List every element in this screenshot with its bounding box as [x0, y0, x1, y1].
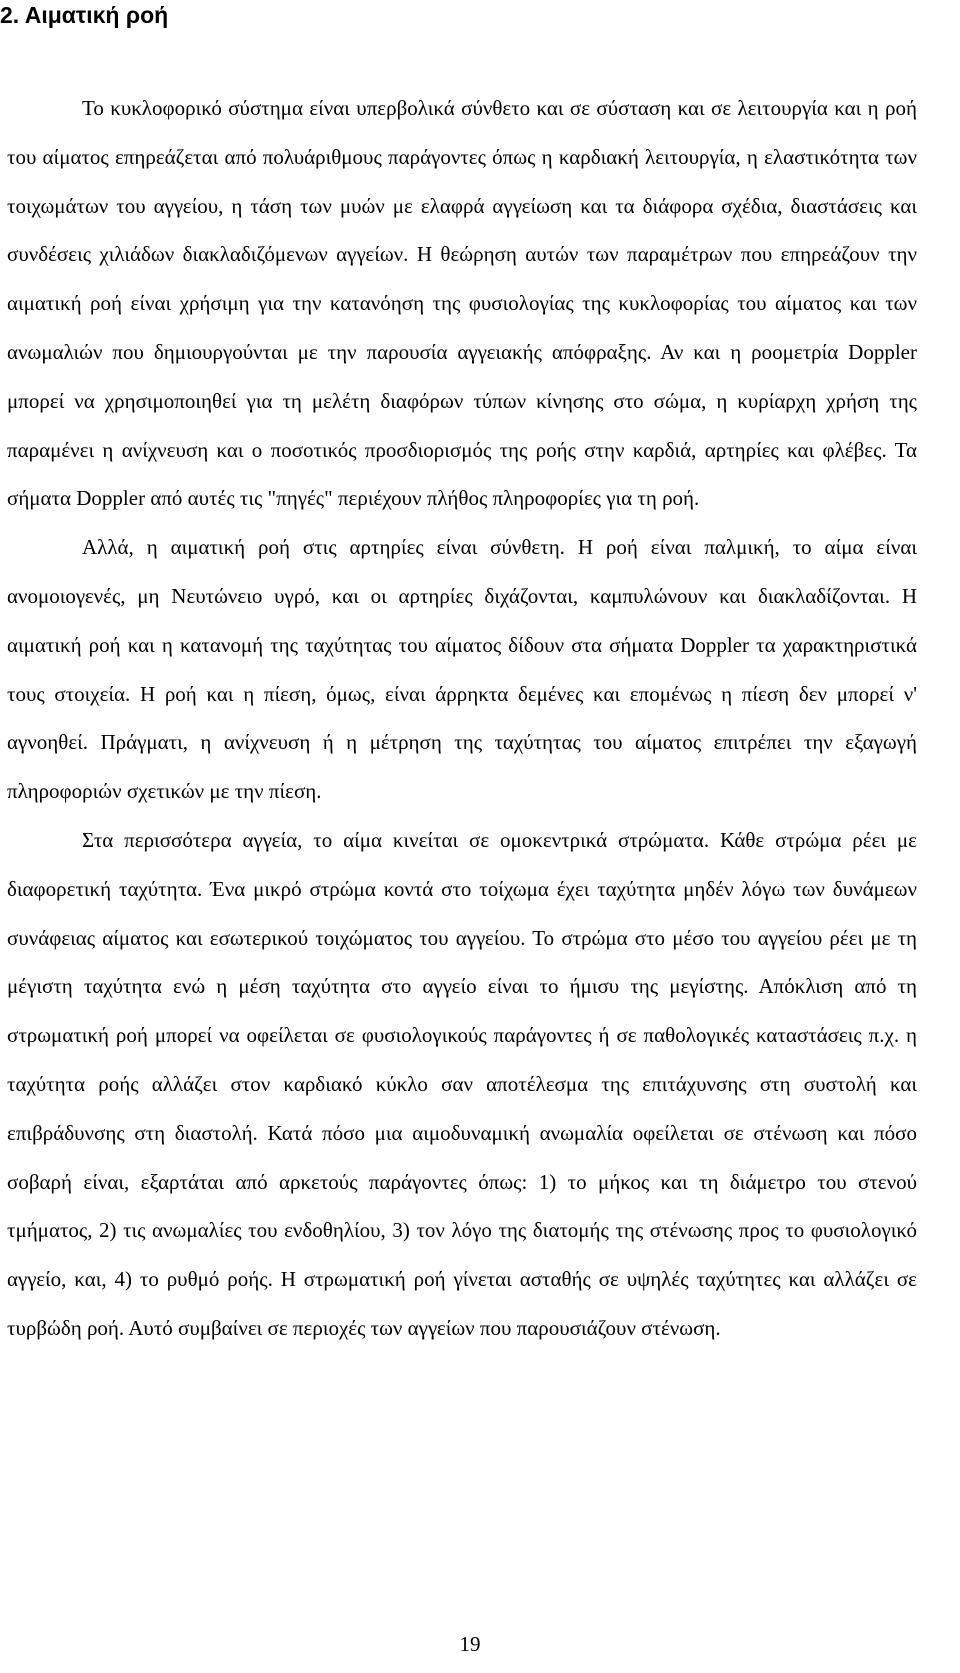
paragraph-3: Στα περισσότερα αγγεία, το αίμα κινείται σε ομοκεντρικά στρώματα. Κάθε στρώμα ρέει με διαφορετική ταχύτητα. Ένα μικρό στρώμα κοντά στο τοίχωμα έχει ταχύτητα μηδέν λόγω των δυνάμεων συνάφειας αίματος και εσωτερικού τοιχώματος του αγγείου. Το στρώμα στο μέσο του αγγείου ρέει με τη μέγιστη ταχύτητα ενώ η μέση ταχύτητα στο αγγείο είναι το ήμισυ της μεγίστης. Απόκλιση από τη στρωματική ροή μπορεί να οφείλεται σε φυσιολογικούς παράγοντες ή σε παθολογικές καταστάσεις π.χ. η ταχύτητα ροής αλλάζει στον καρδιακό κύκλο σαν αποτέλεσμα της επιτάχυνσης στη συστολή και επιβράδυνσης στη διαστολή. Κατά πόσο μια αιμοδυναμική ανωμαλία οφείλεται σε στένωση και πόσο σοβαρή είναι, εξαρτάται από αρκετούς παράγοντες όπως: 1) το μήκος και τη διάμετρο του στενού τμήματος, 2) τις ανωμαλίες του ενδοθηλίου, 3) τον λόγο της διατομής της στένωσης προς το φυσιολογικό αγγείο, και, 4) το ρυθμό ροής. Η στρωματική ροή γίνεται ασταθής σε υψηλές ταχύτητες και αλλάζει σε τυρβώδη ροή. Αυτό συμβαίνει σε περιοχές των αγγείων που παρουσιάζουν στένωση.	[7, 827, 917, 1340]
paragraph-1: Το κυκλοφορικό σύστημα είναι υπερβολικά σύνθετο και σε σύσταση και σε λειτουργία και η ροή του αίματος επηρεάζεται από πολυάριθμους παράγοντες όπως η καρδιακή λειτουργία, η ελαστικότητα των τοιχωμάτων του αγγείου, η τάση των μυών με ελαφρά αγγείωση και τα διάφορα σχέδια, διαστάσεις και συνδέσεις χιλιάδων διακλαδιζόμενων αγγείων. Η θεώρηση αυτών των παραμέτρων που επηρεάζουν την αιματική ροή είναι χρήσιμη για την κατανόηση της φυσιολογίας της κυκλοφορίας του αίματος και των ανωμαλιών που δημιουργούνται με την παρουσία αγγειακής απόφραξης. Αν και η ροομετρία Doppler μπορεί να χρησιμοποιηθεί για τη μελέτη διαφόρων τύπων κίνησης στο σώμα, η κυρίαρχη χρήση της παραμένει η ανίχνευση και ο ποσοτικός προσδιορισμός της ροής στην καρδιά, αρτηρίες και φλέβες. Τα σήματα Doppler από αυτές τις "πηγές" περιέχουν πλήθος πληροφορίες για τη ροή.	[7, 96, 917, 511]
body-text	[7, 84, 917, 1353]
section-heading: 2. Αιματική ροή	[0, 2, 169, 28]
page-number: 19	[459, 1632, 481, 1656]
paragraph-2: Αλλά, η αιματική ροή στις αρτηρίες είναι σύνθετη. Η ροή είναι παλμική, το αίμα είναι ανομοιογενές, μη Νευτώνειο υγρό, και οι αρτηρίες διχάζονται, καμπυλώνουν και διακλαδίζονται. Η αιματική ροή και η κατανομή της ταχύτητας του αίματος δίδουν στα σήματα Doppler τα χαρακτηριστικά τους στοιχεία. Η ροή και η πίεση, όμως, είναι άρρηκτα δεμένες και επομένως η πίεση δεν μπορεί ν' αγνοηθεί. Πράγματι, η ανίχνευση ή η μέτρηση της ταχύτητας του αίματος επιτρέπει την εξαγωγή πληροφοριών σχετικών με την πίεση.	[7, 535, 917, 804]
